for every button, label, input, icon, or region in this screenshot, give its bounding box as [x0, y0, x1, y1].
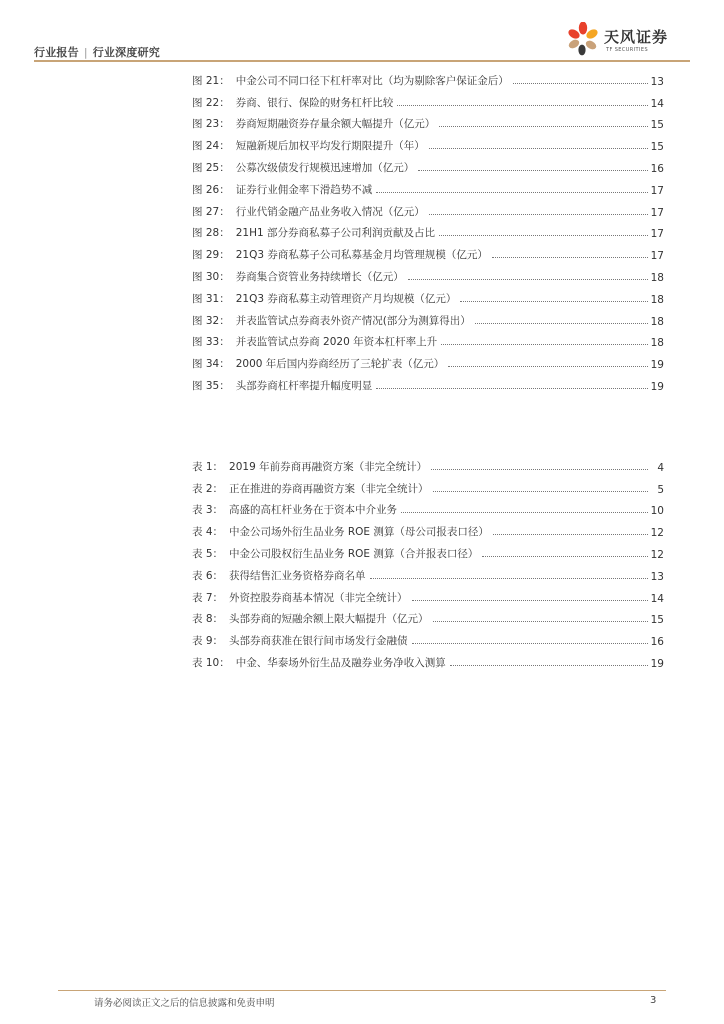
logo-chinese-name: 天风证券 — [604, 28, 669, 46]
report-subtype-label: 行业深度研究 — [92, 46, 160, 59]
entry-label: 图 26： — [192, 183, 230, 196]
dot-leader — [439, 235, 648, 236]
entry-title: 2019 年前券商再融资方案（非完全统计） — [229, 460, 428, 473]
entry-title: 21Q3 券商私募子公司私募基金月均管理规模（亿元） — [235, 249, 488, 262]
dot-leader — [401, 512, 648, 513]
entry-title: 2000 年后国内券商经历了三轮扩表（亿元） — [235, 358, 445, 371]
entry-page-number: 15 — [650, 614, 664, 627]
entry-label: 表 9： — [192, 635, 224, 648]
entry-title: 公募次级债发行规模迅速增加（亿元） — [235, 161, 415, 174]
dot-leader — [450, 665, 648, 666]
entry-label: 图 33： — [192, 336, 230, 349]
entry-label: 表 10： — [192, 656, 230, 669]
entry-page-number: 17 — [650, 228, 664, 241]
entry-page-number: 18 — [650, 271, 664, 284]
entry-label: 图 31： — [192, 292, 230, 305]
entry-page-number: 4 — [657, 461, 664, 474]
entry-label: 图 35： — [192, 379, 230, 392]
figure-list-item[interactable] — [192, 175, 664, 197]
table-list-item[interactable] — [192, 517, 664, 539]
page-number: 3 — [650, 995, 657, 1006]
figure-list-item[interactable] — [192, 328, 664, 350]
entry-page-number: 12 — [650, 548, 664, 561]
dot-leader — [376, 388, 648, 389]
dot-leader — [429, 148, 648, 149]
entry-title: 中金公司不同口径下杠杆率对比（均为剔除客户保证金后） — [235, 74, 509, 87]
dot-leader — [397, 105, 648, 106]
entry-page-number: 14 — [650, 97, 664, 110]
dot-leader — [408, 279, 648, 280]
entry-page-number: 13 — [650, 570, 664, 583]
dot-leader — [433, 491, 648, 492]
entry-page-number: 19 — [650, 359, 664, 372]
figure-list — [192, 66, 664, 393]
entry-title: 头部券商的短融余额上限大幅提升（亿元） — [229, 613, 429, 626]
table-list-item[interactable] — [192, 496, 664, 518]
entry-title: 券商集合资管业务持续增长（亿元） — [235, 270, 404, 283]
dot-leader — [460, 301, 648, 302]
entry-page-number: 19 — [650, 380, 664, 393]
entry-page-number: 5 — [657, 483, 664, 496]
entry-title: 中金公司股权衍生品业务 ROE 测算（合并报表口径） — [229, 547, 479, 560]
entry-label: 图 29： — [192, 249, 230, 262]
logo-petal — [579, 22, 587, 35]
entry-title: 中金公司场外衍生品业务 ROE 测算（母公司报表口径） — [229, 526, 489, 539]
table-list-item[interactable] — [192, 561, 664, 583]
entry-title: 并表监管试点券商 2020 年资本杠杆率上升 — [235, 336, 438, 349]
report-type-label: 行业报告 — [34, 46, 79, 59]
figure-list-item[interactable] — [192, 306, 664, 328]
table-list-item[interactable] — [192, 583, 664, 605]
entry-title: 正在推进的券商再融资方案（非完全统计） — [229, 482, 429, 495]
entry-label: 表 2： — [192, 482, 224, 495]
dot-leader — [376, 192, 648, 193]
entry-label: 图 24： — [192, 140, 230, 153]
figure-list-item[interactable] — [192, 131, 664, 153]
entry-title: 并表监管试点券商表外资产情况(部分为测算得出） — [235, 314, 471, 327]
dot-leader — [492, 257, 648, 258]
figure-list-item[interactable] — [192, 349, 664, 371]
figure-list-item[interactable] — [192, 219, 664, 241]
dot-leader — [475, 323, 648, 324]
entry-title: 短融新规后加权平均发行期限提升（年） — [235, 140, 425, 153]
entry-page-number: 18 — [650, 315, 664, 328]
title-separator: | — [83, 46, 88, 59]
entry-label: 图 25： — [192, 161, 230, 174]
figure-list-item[interactable] — [192, 110, 664, 132]
entry-title: 获得结售汇业务资格券商名单 — [229, 569, 366, 582]
dot-leader — [412, 643, 648, 644]
dot-leader — [412, 600, 648, 601]
table-list-item[interactable] — [192, 626, 664, 648]
entry-label: 表 3： — [192, 504, 224, 517]
entry-label: 图 23： — [192, 118, 230, 131]
dot-leader — [513, 83, 648, 84]
figure-list-item[interactable] — [192, 371, 664, 393]
table-list-item[interactable] — [192, 648, 664, 670]
dot-leader — [482, 556, 648, 557]
entry-title: 头部券商杠杆率提升幅度明显 — [235, 379, 373, 392]
dot-leader — [433, 621, 648, 622]
header-divider — [34, 60, 690, 62]
entry-page-number: 19 — [650, 657, 664, 670]
table-list-item[interactable] — [192, 474, 664, 496]
entry-title: 券商、银行、保险的财务杠杆比较 — [235, 96, 394, 109]
entry-page-number: 18 — [650, 293, 664, 306]
entry-title: 券商短期融资券存量余额大幅提升（亿元） — [235, 118, 436, 131]
entry-page-number: 18 — [650, 337, 664, 350]
entry-label: 表 5： — [192, 547, 224, 560]
dot-leader — [431, 469, 648, 470]
entry-page-number: 15 — [650, 119, 664, 132]
dot-leader — [493, 534, 648, 535]
dot-leader — [370, 578, 648, 579]
logo-english-name: TF SECURITIES — [606, 47, 649, 53]
table-list — [192, 452, 664, 670]
entry-page-number: 17 — [650, 206, 664, 219]
entry-title: 证券行业佣金率下滑趋势不减 — [235, 183, 373, 196]
entry-title: 行业代销金融产品业务收入情况（亿元） — [235, 205, 425, 218]
report-category — [34, 44, 160, 60]
entry-label: 图 34： — [192, 358, 230, 371]
table-list-item[interactable] — [192, 605, 664, 627]
logo-petal — [584, 39, 597, 51]
table-list-item[interactable] — [192, 539, 664, 561]
company-logo — [566, 22, 692, 56]
dot-leader — [439, 126, 648, 127]
entry-title: 头部券商获准在银行间市场发行金融债 — [229, 635, 408, 648]
entry-label: 图 32： — [192, 314, 230, 327]
entry-page-number: 12 — [650, 527, 664, 540]
entry-title: 中金、华泰场外衍生品及融券业务净收入测算 — [235, 656, 446, 669]
figure-list-item[interactable] — [192, 240, 664, 262]
entry-label: 图 28： — [192, 227, 230, 240]
entry-label: 表 1： — [192, 460, 224, 473]
entry-page-number: 14 — [650, 592, 664, 605]
entry-label: 图 27： — [192, 205, 230, 218]
entry-page-number: 17 — [650, 250, 664, 263]
figure-list-item[interactable] — [192, 88, 664, 110]
dot-leader — [429, 214, 648, 215]
dot-leader — [441, 344, 648, 345]
entry-title: 21Q3 券商私募主动管理资产月均规模（亿元） — [235, 292, 457, 305]
entry-page-number: 15 — [650, 141, 664, 154]
entry-page-number: 10 — [650, 505, 664, 518]
table-list-item[interactable] — [192, 452, 664, 474]
dot-leader — [448, 366, 648, 367]
entry-page-number: 16 — [650, 636, 664, 649]
entry-title: 21H1 部分券商私募子公司利润贡献及占比 — [235, 227, 435, 240]
entry-label: 表 8： — [192, 613, 224, 626]
entry-page-number: 13 — [650, 75, 664, 88]
figure-list-item[interactable] — [192, 153, 664, 175]
entry-page-number: 16 — [650, 162, 664, 175]
figure-list-item[interactable] — [192, 262, 664, 284]
logo-petal — [578, 45, 585, 56]
entry-label: 图 21： — [192, 74, 230, 87]
entry-label: 表 6： — [192, 569, 224, 582]
entry-title: 高盛的高杠杆业务在于资本中介业务 — [229, 504, 398, 517]
footer-disclaimer: 请务必阅读正文之后的信息披露和免责申明 — [94, 998, 275, 1009]
figure-list-item[interactable] — [192, 284, 664, 306]
entry-page-number: 17 — [650, 184, 664, 197]
entry-label: 表 4： — [192, 526, 224, 539]
figure-list-item[interactable] — [192, 197, 664, 219]
entry-label: 图 22： — [192, 96, 230, 109]
entry-title: 外资控股券商基本情况（非完全统计） — [229, 591, 408, 604]
page-header — [0, 0, 724, 64]
entry-label: 图 30： — [192, 270, 230, 283]
flower-logo-icon — [566, 22, 600, 56]
figure-list-item[interactable] — [192, 66, 664, 88]
footer-divider — [58, 990, 666, 991]
dot-leader — [418, 170, 648, 171]
entry-label: 表 7： — [192, 591, 224, 604]
